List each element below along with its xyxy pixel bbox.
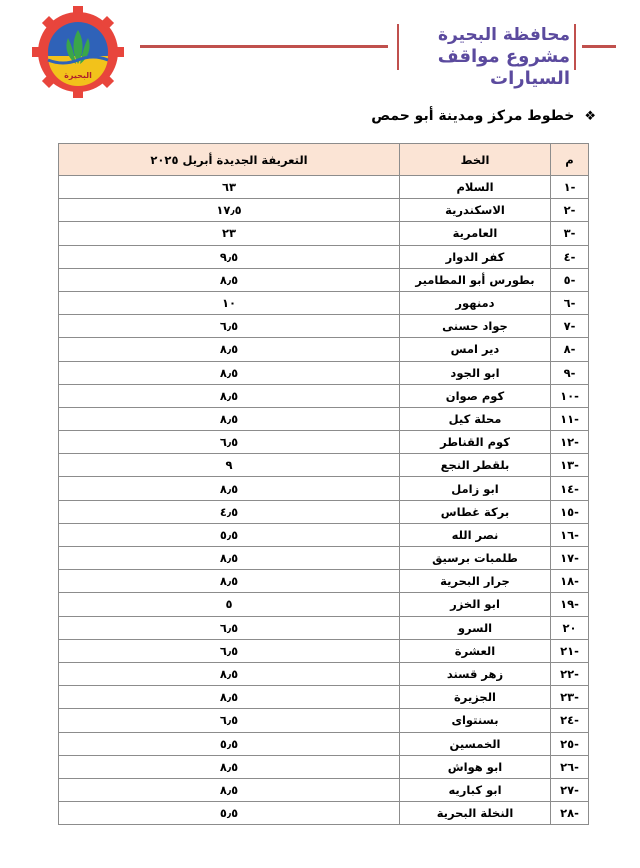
table-row [59,662,589,685]
row-number-cell: -١ [551,176,589,199]
table-row [59,755,589,778]
row-number-cell: -٢٢ [551,662,589,685]
line-name-cell: زهر قسند [400,662,551,685]
row-number-cell: -١٥ [551,500,589,523]
line-name-cell: السرو [400,616,551,639]
fare-cell: ٨٫٥ [59,662,400,685]
row-number-cell: -٢٧ [551,778,589,801]
table-row [59,338,589,361]
header-divider-left [140,45,388,48]
table-row [59,477,589,500]
table-row [59,407,589,430]
row-number-cell: -١٧ [551,547,589,570]
row-number-cell: -٨ [551,338,589,361]
table-row [59,268,589,291]
table-row [59,639,589,662]
line-name-cell: بركة غطاس [400,500,551,523]
row-number-cell: -١٨ [551,570,589,593]
section-heading [360,108,596,124]
fare-cell: ٨٫٥ [59,407,400,430]
row-number-cell: -٥ [551,268,589,291]
fare-cell: ٢٣ [59,222,400,245]
fare-cell: ٨٫٥ [59,338,400,361]
line-name-cell: الجزيرة [400,686,551,709]
table-header-row [59,144,589,176]
table-row [59,454,589,477]
table-row [59,245,589,268]
fare-cell: ١٠ [59,291,400,314]
row-number-cell: -٦ [551,291,589,314]
row-number-cell: -٣ [551,222,589,245]
table-row [59,616,589,639]
table-row [59,384,589,407]
fare-cell: ١٧٫٥ [59,199,400,222]
line-name-cell: كوم صوان [400,384,551,407]
fare-cell: ٩ [59,454,400,477]
line-name-cell: ابو الخزر [400,593,551,616]
line-name-cell: ابو هواش [400,755,551,778]
line-name-cell: دير امس [400,338,551,361]
fare-cell: ٤٫٥ [59,500,400,523]
row-number-cell: -٢٥ [551,732,589,755]
table-row [59,315,589,338]
table-row [59,778,589,801]
column-header-fare: التعريفة الجديدة أبريل ٢٠٢٥ [59,144,400,176]
line-name-cell: ابو الجود [400,361,551,384]
line-name-cell: السلام [400,176,551,199]
column-header-number: م [551,144,589,176]
line-name-cell: كوم القناطر [400,431,551,454]
row-number-cell: -٧ [551,315,589,338]
line-name-cell: محلة كيل [400,407,551,430]
line-name-cell: العامرية [400,222,551,245]
line-name-cell: كفر الدوار [400,245,551,268]
line-name-cell: الاسكندرية [400,199,551,222]
fare-cell: ٦٫٥ [59,431,400,454]
fare-cell: ٨٫٥ [59,477,400,500]
row-number-cell: -٢٨ [551,802,589,825]
row-number-cell: -١١ [551,407,589,430]
fare-cell: ٦٣ [59,176,400,199]
organization-name: محافظة البحيرة [437,25,570,45]
line-name-cell: طلمبات برسيق [400,547,551,570]
fare-cell: ٦٫٥ [59,639,400,662]
row-number-cell: -١٣ [551,454,589,477]
row-number-cell: -١٤ [551,477,589,500]
fare-cell: ٥٫٥ [59,523,400,546]
table-row [59,500,589,523]
table-row [59,523,589,546]
table-row [59,361,589,384]
row-number-cell: -١٠ [551,384,589,407]
table-row [59,732,589,755]
table-row [59,570,589,593]
table-row [59,291,589,314]
line-name-cell: جواد حسنى [400,315,551,338]
line-name-cell: بطورس أبو المطامير [400,268,551,291]
row-number-cell: -٤ [551,245,589,268]
header-vertical-bar [397,24,399,70]
line-name-cell: دمنهور [400,291,551,314]
row-number-cell: -١٦ [551,523,589,546]
row-number-cell: -٢٣ [551,686,589,709]
line-name-cell: ابو زامل [400,477,551,500]
column-header-line: الخط [400,144,551,176]
line-name-cell: بلقطر النجع [400,454,551,477]
fare-table [58,143,589,825]
fare-cell: ٥٫٥ [59,732,400,755]
fare-cell: ٨٫٥ [59,686,400,709]
line-name-cell: الخمسين [400,732,551,755]
fare-cell: ٦٫٥ [59,709,400,732]
row-number-cell: -٢١ [551,639,589,662]
line-name-cell: ابو كباريه [400,778,551,801]
fare-cell: ٨٫٥ [59,778,400,801]
fare-cell: ٥ [59,593,400,616]
row-number-cell: ٢٠ [551,616,589,639]
row-number-cell: -١٩ [551,593,589,616]
four-diamond-bullet-icon: ❖ [584,108,596,124]
fare-cell: ٨٫٥ [59,755,400,778]
fare-cell: ٥٫٥ [59,802,400,825]
line-name-cell: العشرة [400,639,551,662]
header-vertical-bar [574,24,576,70]
row-number-cell: -٢٤ [551,709,589,732]
table-row [59,709,589,732]
line-name-cell: بسنتواى [400,709,551,732]
table-row [59,199,589,222]
table-row [59,802,589,825]
fare-cell: ٨٫٥ [59,361,400,384]
organization-block [402,24,570,90]
line-name-cell: جرار البحرية [400,570,551,593]
row-number-cell: -٩ [551,361,589,384]
line-name-cell: النخلة البحرية [400,802,551,825]
fare-cell: ٨٫٥ [59,570,400,593]
row-number-cell: -٢٦ [551,755,589,778]
page-header [0,0,640,100]
fare-cell: ٦٫٥ [59,315,400,338]
fare-cell: ٩٫٥ [59,245,400,268]
beheira-governorate-logo [28,6,128,98]
fare-cell: ٨٫٥ [59,268,400,291]
header-divider-right [582,45,616,48]
table-row [59,547,589,570]
section-title-text: خطوط مركز ومدينة أبو حمص [371,108,575,124]
line-name-cell: نصر الله [400,523,551,546]
row-number-cell: -٢ [551,199,589,222]
table-row [59,431,589,454]
table-row [59,222,589,245]
fare-cell: ٦٫٥ [59,616,400,639]
table-row [59,176,589,199]
table-row [59,686,589,709]
project-name: مشروع مواقف السيارات [437,46,570,89]
logo-text: البحيرة [64,71,92,80]
row-number-cell: -١٢ [551,431,589,454]
fare-cell: ٨٫٥ [59,384,400,407]
fare-cell: ٨٫٥ [59,547,400,570]
table-row [59,593,589,616]
